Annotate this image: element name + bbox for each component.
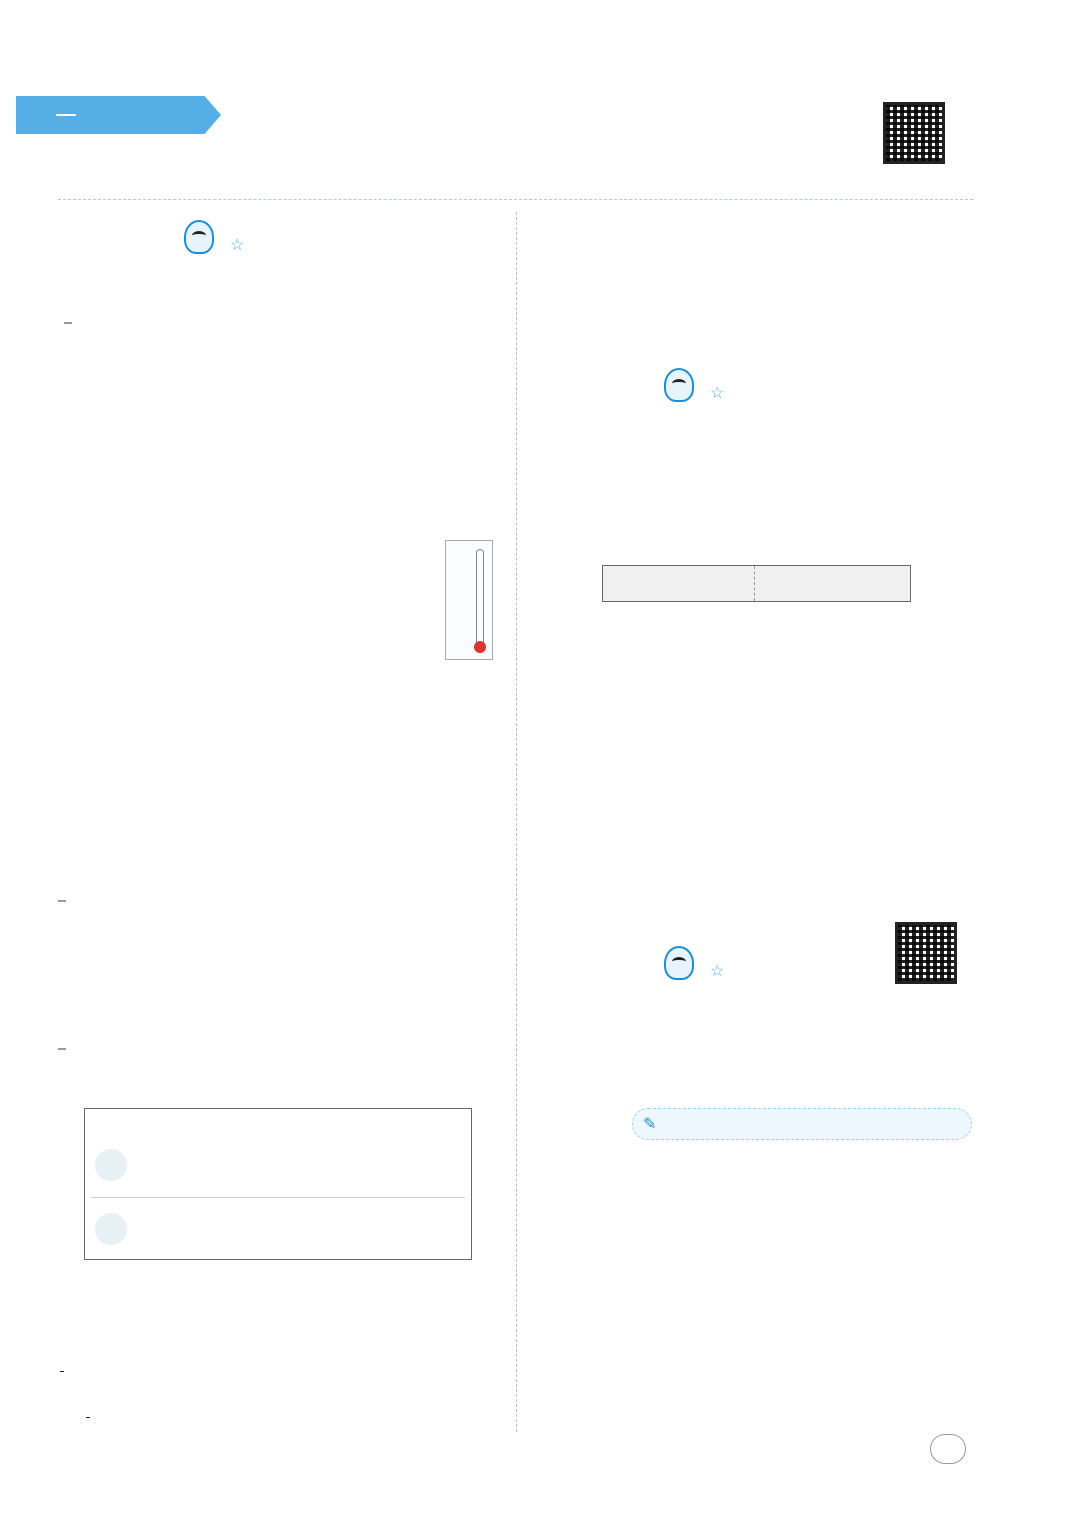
header-divider bbox=[58, 199, 973, 200]
section-basic-practice bbox=[184, 220, 244, 254]
qr-code-icon[interactable] bbox=[883, 102, 945, 164]
bill-row bbox=[91, 1201, 465, 1257]
bill-divider bbox=[91, 1197, 465, 1198]
thermometer-tube bbox=[476, 549, 484, 649]
q4-1-line2 bbox=[84, 1398, 92, 1434]
q3-1-line1 bbox=[58, 882, 66, 918]
star-icon: ☆ bbox=[230, 234, 245, 254]
q4-1-line1 bbox=[58, 1352, 66, 1388]
section-thinking-extension bbox=[664, 946, 724, 980]
q3-2-line1 bbox=[58, 1030, 66, 1066]
thermometer-figure bbox=[445, 540, 493, 660]
thermometer-bulb bbox=[474, 641, 486, 653]
hint-box bbox=[632, 1108, 972, 1140]
red-packet-icon bbox=[95, 1213, 127, 1245]
column-header-change bbox=[755, 566, 911, 602]
page-number bbox=[930, 1434, 966, 1464]
star-icon: ☆ bbox=[710, 960, 725, 980]
lightbulb-icon: ✎ bbox=[643, 1114, 657, 1133]
section-applied-practice bbox=[664, 368, 724, 402]
fraction bbox=[60, 1371, 64, 1372]
bill-row bbox=[91, 1137, 465, 1193]
column-divider bbox=[516, 212, 517, 1432]
lesson-title bbox=[398, 100, 414, 124]
qr-code-icon[interactable] bbox=[895, 922, 957, 984]
table-header-row bbox=[603, 566, 911, 602]
phone-bill-box bbox=[84, 1108, 472, 1260]
unit-number bbox=[56, 114, 76, 116]
wallet-icon bbox=[95, 1149, 127, 1181]
unit-tag bbox=[16, 96, 221, 134]
fraction bbox=[86, 1417, 90, 1418]
mascot-icon bbox=[664, 368, 694, 402]
question-1-title bbox=[58, 304, 72, 340]
mascot-icon bbox=[184, 220, 214, 254]
column-header-stop bbox=[603, 566, 755, 602]
bus-passenger-table bbox=[602, 565, 911, 602]
mascot-icon bbox=[664, 946, 694, 980]
star-icon: ☆ bbox=[710, 382, 725, 402]
